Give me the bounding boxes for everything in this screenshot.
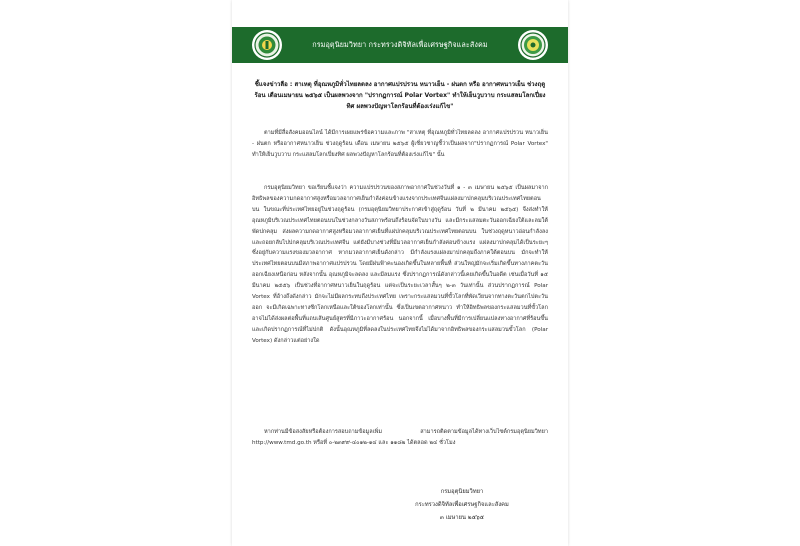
paragraph-1: ตามที่มีสื่อสังคมออนไลน์ ได้มีการเผยแพร่ข้อความและภาพ "สาเหตุ ที่อุณหภูมิทั่วไทยลดลง อากาศแปรปรวน หนาวเย็น - ฝนตก หรืออากาศหนาวเย็น ช่วงฤดูร้อน เดือน เมษายน ๒๕๖๕ ผู้เชี่ยวชาญชี้ว่าเป็นผลจาก"ปรากฏการณ์ Polar Vortex" ทำให้เย็นวูบวาบ กระแสลมโลกเปี่ยงทิศ ผลพวงปัญหาโลกร้อนที่ต้องเร่งแก้ไข" นั้น xyxy=(252,130,548,158)
signature-date: ๓ เมษายน ๒๕๖๕ xyxy=(439,515,485,521)
signature-org: กรมอุตุนิยมวิทยา xyxy=(440,489,484,495)
tmd-seal xyxy=(252,30,282,60)
header-banner xyxy=(232,27,568,63)
ministry-seal-icon xyxy=(520,32,546,58)
ministry-seal xyxy=(518,30,548,60)
header-title: กรมอุตุนิยมวิทยา กระทรวงดิจิทัลเพื่อเศรษฐกิจและสังคม xyxy=(312,39,488,49)
paragraph-3: หากท่านมีข้อสงสัยหรือต้องการสอบถามข้อมูลเพิ่ม สามารถติดตามข้อมูลได้ทางเว็บไซต์กรมอุตุนิยมวิทยา http://www.tmd.go.th หรือที่ ๐-๒๓๙๙-๔๐๑๒-๑๔ และ ๑๑๘๒ ได้ตลอด ๒๔ ชั่วโมง xyxy=(252,429,548,446)
signature-ministry: กระทรวงดิจิทัลเพื่อเศรษฐกิจและสังคม xyxy=(415,502,509,508)
document-page xyxy=(232,0,568,546)
tmd-seal-icon xyxy=(254,32,280,58)
document-headline: ชี้แจงข่าวลือ : สาเหตุ ที่อุณหภูมิทั่วไทยลดลง อากาศแปรปรวน หนาวเย็น - ฝนตก หรือ อากาศหนาวเย็น ช่วงฤดูร้อน เดือนเมษายน ๒๕๖๕ เป็นผลพวงจาก "ปรากฏการณ์ Polar Vortex" ทำให้เย็นวูบวาบ กระแสลมโลกเปี่ยงทิศ ผลพวงปัญหาโลกร้อนที่ต้องเร่งแก้ไข" xyxy=(254,81,546,110)
paragraph-2: กรมอุตุนิยมวิทยา ขอเรียนชี้แจงว่า ความแปรปรวนของสภาพอากาศในช่วงวันที่ ๑ - ๓ เมษายน ๒๕๖๕ เป็นผลมาจากอิทธิพลของความกดอากาศสูงหรือมวลอากาศเย็นกำลังค่อนข้างแรงจากประเทศจีนแผ่ลงมาปกคลุมบริเวณประเทศไทยตอนบน ในขณะที่ประเทศไทยอยู่ในช่วงฤดูร้อน (กรมอุตุนิยมวิทยาประกาศเข้าสู่ฤดูร้อน วันที่ ๒ มีนาคม ๒๕๖๕) จึงส่งทำให้ อุณหภูมิบริเวณประเทศไทยตอนบนในช่วงกลางวันสภาพร้อนถึงร้อนจัดในบางวัน และมีกระแสลมตะวันออกเฉียงใต้และลมใต้พัดปกคลุม ส่งผลความกดอากาศสูงหรือมวลอากาศเย็นที่แผ่ปกคลุมบริเวณประเทศไทยตอนบน ในช่วงฤดูหนาวอ่อนกำลังลง และถอยกลับไปปกคลุมบริเวณประเทศจีน แต่ยังมีบางช่วงที่มีมวลอากาศเย็นกำลังค่อนข้างแรง แผ่ลงมาปกคลุมได้เป็นระยะๆ ซึ่งอยู่กับความแรงของมวลอากาศ หากมวลอากาศเย็นดังกล่าว มีกำลังแรงแผ่ลงมาปกคลุมถึงภาคใต้ตอนบน มักจะทำให้ประเทศไทยตอนบนมีสภาพอากาศแปรปรวน โดยมีฝนฟ้าคะนองเกิดขึ้นในหลายพื้นที่ ส่วนใหญ่มักจะเริ่มเกิดขึ้นทางภาคตะวันออกเฉียงเหนือก่อน หลังจากนั้น อุณหภูมิจะลดลง และมีลมแรง ซึ่งปรากฏการณ์ดังกล่าวนี้เคยเกิดขึ้นในอดีต เช่นเมื่อวันที่ ๑๕ มีนาคม ๒๕๕๖ เป็นช่วงที่อากาศหนาวเย็นในฤดูร้อน แต่จะเป็นระยะเวลาสั้นๆ ๒-๓ วันเท่านั้น ส่วนปรากฏการณ์ Polar Vortex ที่อ้างถึงดังกล่าว มักจะไม่มีผลกระทบถึงประเทศไทย เพราะกระแสลมวนที่ขั้วโลกที่พัดเวียนจากทางตะวันตกไปตะวันออก จะมีเกิดเฉพาะทางซีกโลกเหนือและใต้ของโลกเท่านั้น ซึ่งเป็นเขตอากาศหนาว ทำให้อิทธิพลของกระแสลมวนที่ขั้วโลกอาจไม่ได้ส่งผลต่อพื้นที่แถบเส้นศูนย์สูตรที่มีภาวะอากาศร้อน นอกจากนี้ เมื่อบางพื้นที่มีการเปลี่ยนแปลงทางอากาศที่ร้อนขึ้นและเกิดปรากฏการณ์ที่ไม่ปกติ ดังนั้นอุณหภูมิที่ลดลงในประเทศไทยจึงไม่ได้มาจากอิทธิพลของกระแสลมวนขั้วโลก (Polar Vortex) ดังกล่าวแต่อย่างใด xyxy=(252,185,548,344)
